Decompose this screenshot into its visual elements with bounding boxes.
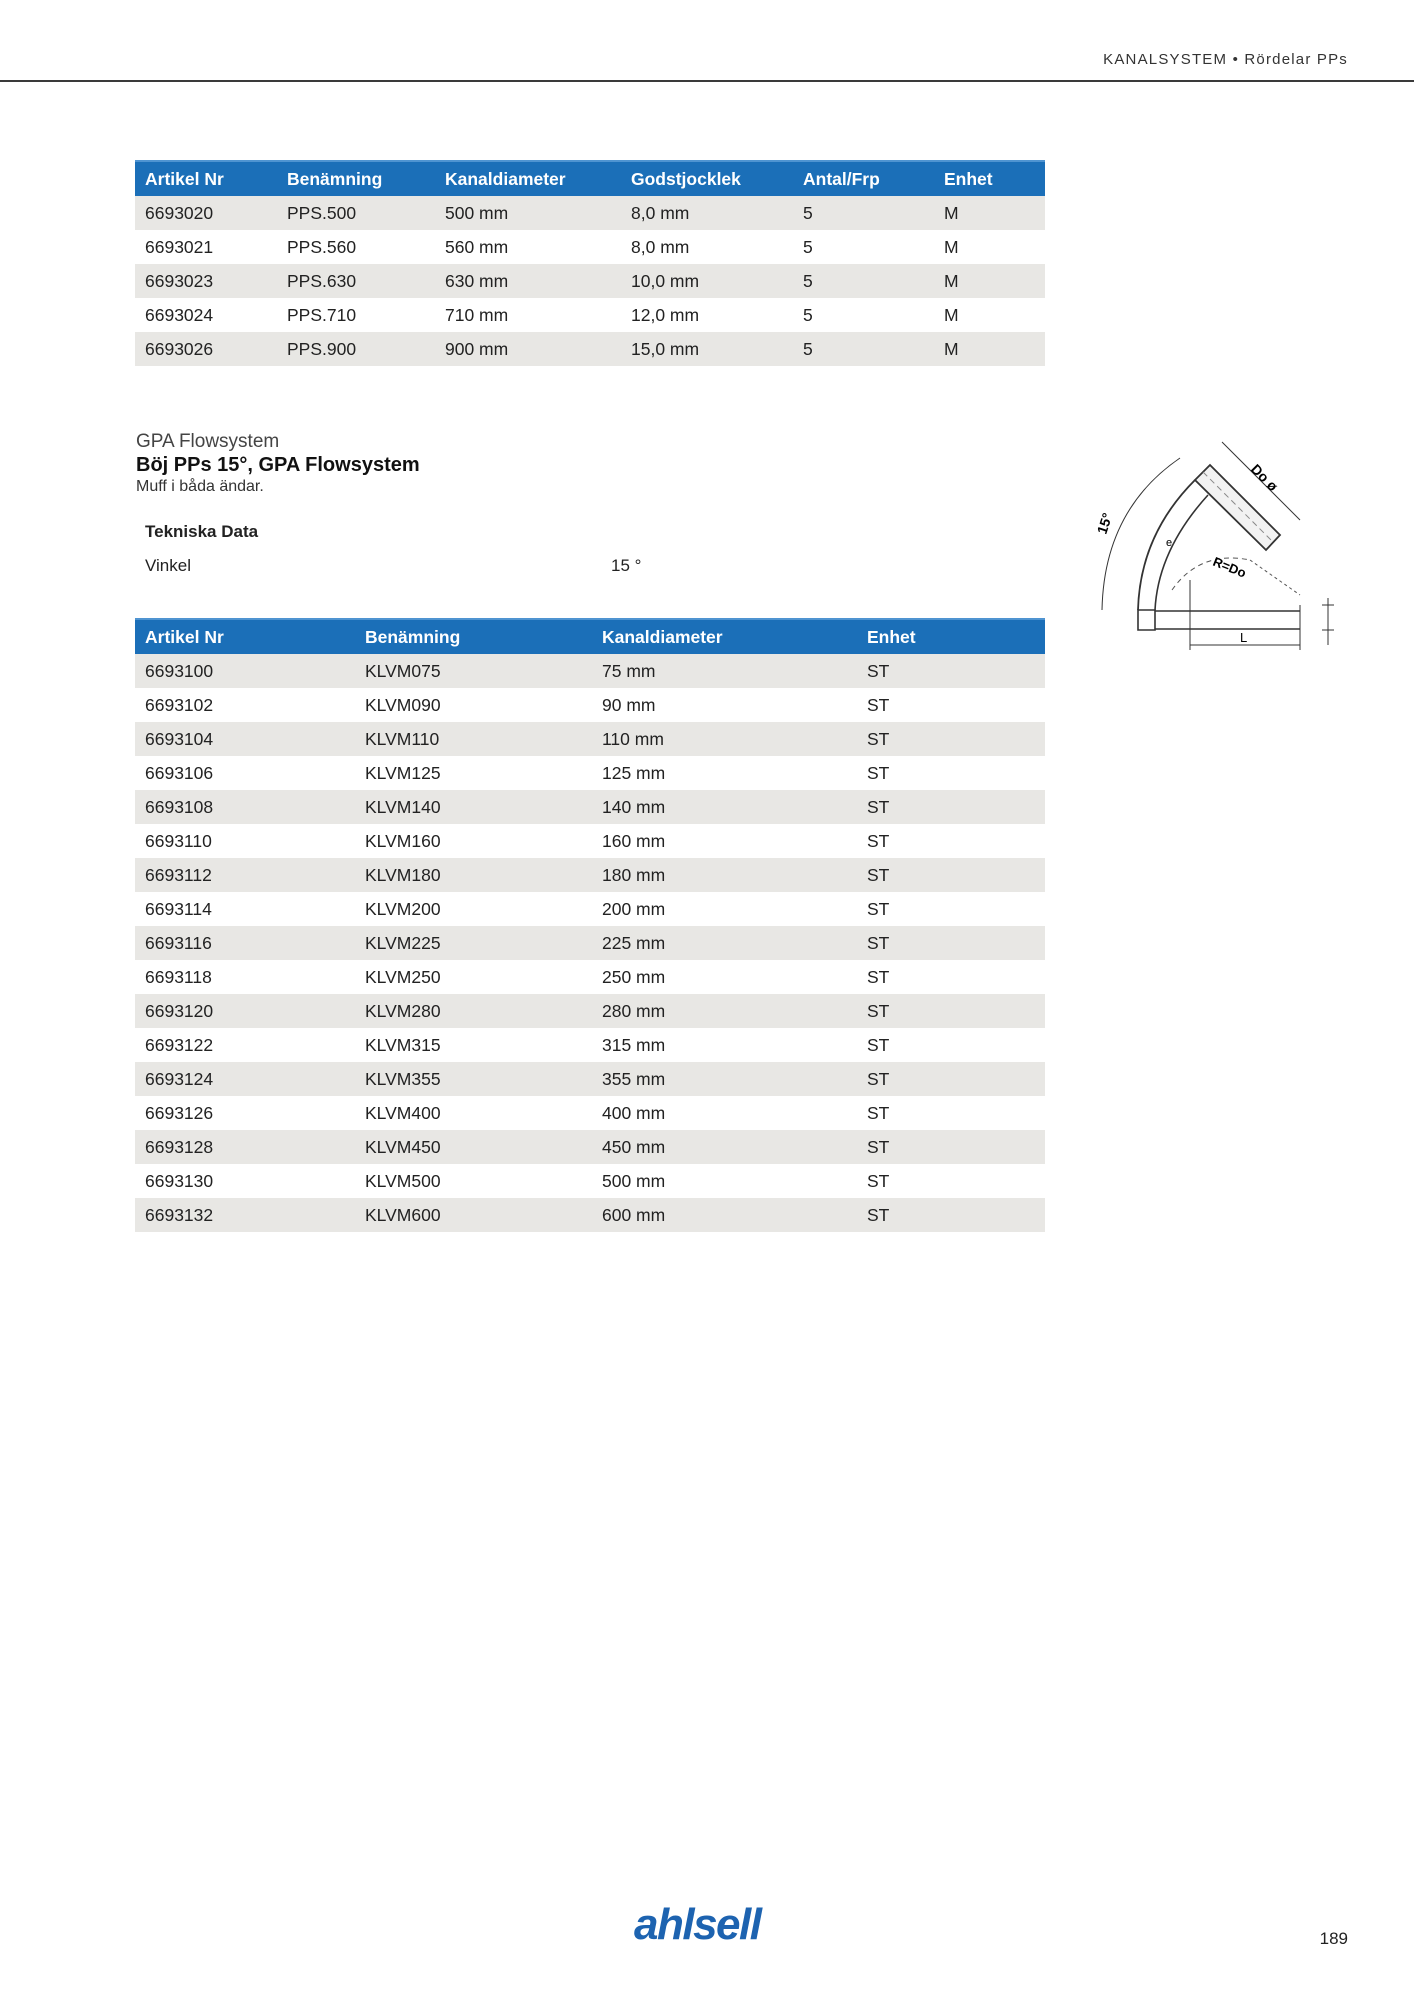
table-cell: 6693124: [135, 1062, 355, 1096]
table-cell: KLVM500: [365, 1170, 441, 1191]
table-cell: 5: [793, 332, 934, 366]
table-cell: 900 mm: [435, 332, 621, 366]
table-cell: ST: [857, 654, 1045, 688]
table-cell: PPS.630: [277, 264, 435, 298]
table-header-row: [135, 619, 1045, 654]
table-cell: 12,0 mm: [631, 304, 700, 325]
diagram-wall-label: e: [1166, 537, 1173, 549]
table-cell: ST: [867, 1170, 890, 1191]
column-header: Benämning: [355, 619, 592, 654]
column-header: Enhet: [934, 161, 1045, 196]
table-cell: PPS.900: [277, 332, 435, 366]
table-cell: 6693112: [135, 858, 355, 892]
table-cell: ST: [867, 966, 890, 987]
table-row: [135, 688, 1045, 722]
table-cell: 125 mm: [602, 762, 666, 783]
table-cell: 6693118: [145, 966, 212, 987]
table-row: [135, 1096, 1045, 1130]
table-cell: 8,0 mm: [621, 196, 793, 230]
table-cell: 6693102: [145, 694, 214, 715]
table-cell: 6693100: [135, 654, 355, 688]
table-cell: 180 mm: [592, 858, 857, 892]
radius-line: [1250, 560, 1300, 595]
column-header: Enhet: [857, 619, 1045, 654]
table-row: [135, 264, 1045, 298]
table-row: [135, 196, 1045, 230]
table-cell: 500 mm: [602, 1170, 666, 1191]
table-row: [135, 332, 1045, 366]
pps-pipe-table: [135, 160, 1045, 366]
table-cell: ST: [857, 926, 1045, 960]
header-divider: [0, 80, 1414, 82]
table-cell: KLVM200: [365, 898, 441, 919]
table-cell: KLVM180: [355, 858, 592, 892]
table-row: [135, 298, 1045, 332]
section-subtitle: Muff i båda ändar.: [136, 478, 264, 495]
table-cell: 140 mm: [592, 790, 857, 824]
table-cell: M: [934, 264, 1045, 298]
table-cell: ST: [867, 830, 890, 851]
table-cell: 6693104: [135, 722, 355, 756]
table-cell: 5: [793, 196, 934, 230]
table-row: [135, 824, 1045, 858]
table-cell: ST: [867, 694, 890, 715]
table-cell: ST: [867, 1034, 890, 1055]
table-cell: 355 mm: [592, 1062, 857, 1096]
table-cell: 6693126: [145, 1102, 214, 1123]
table-cell: ST: [857, 1062, 1045, 1096]
column-header: Kanaldiameter: [592, 619, 857, 654]
table-cell: ST: [857, 1130, 1045, 1164]
table-row: [135, 960, 1045, 994]
table-cell: 8,0 mm: [631, 236, 690, 257]
section-supertitle: GPA Flowsystem: [136, 431, 280, 452]
ahlsell-logo: ahlsell: [634, 1900, 761, 1949]
table-cell: KLVM400: [365, 1102, 441, 1123]
table-cell: 225 mm: [592, 926, 857, 960]
table-cell: ST: [857, 722, 1045, 756]
table-cell: 6693024: [145, 304, 214, 325]
table-cell: KLVM090: [365, 694, 441, 715]
table-cell: 315 mm: [602, 1034, 666, 1055]
table-cell: M: [944, 304, 959, 325]
column-header: Antal/Frp: [793, 161, 934, 196]
table-cell: M: [934, 196, 1045, 230]
table-cell: 75 mm: [592, 654, 857, 688]
tech-angle-value: 15 °: [611, 556, 642, 575]
table-cell: KLVM110: [355, 722, 592, 756]
column-header: Artikel Nr: [135, 619, 355, 654]
table-cell: 280 mm: [592, 994, 857, 1028]
table-cell: M: [944, 236, 959, 257]
table-cell: KLVM280: [355, 994, 592, 1028]
table-cell: 6693020: [135, 196, 277, 230]
table-cell: ST: [867, 762, 890, 783]
table-row: [135, 1164, 1045, 1198]
section-title: Böj PPs 15°, GPA Flowsystem: [136, 454, 420, 476]
table-cell: 250 mm: [602, 966, 666, 987]
table-cell: 6693023: [135, 264, 277, 298]
table-cell: ST: [867, 898, 890, 919]
table-cell: ST: [857, 1198, 1045, 1232]
table-cell: 6693110: [145, 830, 212, 851]
table-cell: KLVM160: [365, 830, 441, 851]
table-cell: ST: [867, 1102, 890, 1123]
table-cell: KLVM125: [365, 762, 441, 783]
bend-inner-wall: [1155, 495, 1208, 610]
table-cell: 160 mm: [602, 830, 666, 851]
table-cell: 6693106: [145, 762, 214, 783]
table-row: [135, 1062, 1045, 1096]
table-cell: 630 mm: [435, 264, 621, 298]
table-row: [135, 790, 1045, 824]
table-row: [135, 892, 1045, 926]
table-cell: KLVM315: [365, 1034, 441, 1055]
diagram-angle-label: 15°: [1093, 510, 1116, 536]
table-cell: 710 mm: [445, 304, 509, 325]
table-cell: 6693130: [145, 1170, 214, 1191]
tech-angle-label: Vinkel: [145, 556, 191, 575]
table-cell: KLVM600: [355, 1198, 592, 1232]
table-row: [135, 1028, 1045, 1062]
column-header: Kanaldiameter: [435, 161, 621, 196]
table-cell: M: [934, 332, 1045, 366]
table-cell: 6693128: [135, 1130, 355, 1164]
table-cell: 6693120: [135, 994, 355, 1028]
table-row: [135, 858, 1045, 892]
table-header-row: [135, 161, 1045, 196]
table-cell: ST: [857, 858, 1045, 892]
table-cell: 400 mm: [602, 1102, 666, 1123]
table-cell: 6693122: [145, 1034, 214, 1055]
table-cell: PPS.500: [277, 196, 435, 230]
table-row: [135, 926, 1045, 960]
table-cell: 6693114: [145, 898, 212, 919]
side-dimension: [1322, 598, 1334, 645]
table-cell: 15,0 mm: [621, 332, 793, 366]
table-cell: PPS.710: [287, 304, 357, 325]
table-row: [135, 1198, 1045, 1232]
page-number: 189: [1319, 1929, 1348, 1948]
table-row: [135, 654, 1045, 688]
table-cell: PPS.560: [287, 236, 357, 257]
tech-data-heading: Tekniska Data: [145, 522, 259, 541]
table-cell: KLVM225: [355, 926, 592, 960]
table-cell: 6693021: [145, 236, 214, 257]
table-cell: 6693132: [135, 1198, 355, 1232]
table-cell: 200 mm: [602, 898, 666, 919]
table-cell: KLVM140: [355, 790, 592, 824]
pipe-socket-left: [1138, 610, 1155, 630]
diagram-diameter-label: Do ø: [1247, 460, 1282, 495]
table-cell: 560 mm: [445, 236, 509, 257]
column-header: Godstjocklek: [621, 161, 793, 196]
table-cell: ST: [857, 994, 1045, 1028]
table-cell: 6693026: [135, 332, 277, 366]
table-cell: 6693116: [135, 926, 355, 960]
table-row: [135, 1130, 1045, 1164]
table-cell: KLVM250: [365, 966, 441, 987]
table-cell: 10,0 mm: [621, 264, 793, 298]
table-cell: KLVM075: [355, 654, 592, 688]
table-row: [135, 994, 1045, 1028]
table-cell: 600 mm: [592, 1198, 857, 1232]
pipe-stub: [1155, 611, 1300, 629]
angle-arc: [1102, 458, 1180, 610]
column-header: Benämning: [277, 161, 435, 196]
table-row: [135, 230, 1045, 264]
table-cell: 90 mm: [602, 694, 656, 715]
bend-diagram: [1093, 440, 1340, 660]
table-cell: KLVM355: [355, 1062, 592, 1096]
table-cell: 450 mm: [592, 1130, 857, 1164]
table-row: [135, 756, 1045, 790]
column-header: Artikel Nr: [135, 161, 277, 196]
table-cell: 5: [803, 236, 813, 257]
diagram-length-label: L: [1240, 630, 1248, 645]
diagram-radius-label: R=Do: [1210, 553, 1249, 581]
table-cell: ST: [857, 790, 1045, 824]
table-cell: 6693108: [135, 790, 355, 824]
table-cell: 500 mm: [435, 196, 621, 230]
bend-article-table: [135, 618, 1045, 1232]
table-cell: 110 mm: [592, 722, 857, 756]
table-row: [135, 722, 1045, 756]
table-cell: 5: [803, 304, 813, 325]
header-section-label: KANALSYSTEM • Rördelar PPs: [1103, 51, 1348, 68]
table-cell: 5: [793, 264, 934, 298]
table-cell: KLVM450: [355, 1130, 592, 1164]
